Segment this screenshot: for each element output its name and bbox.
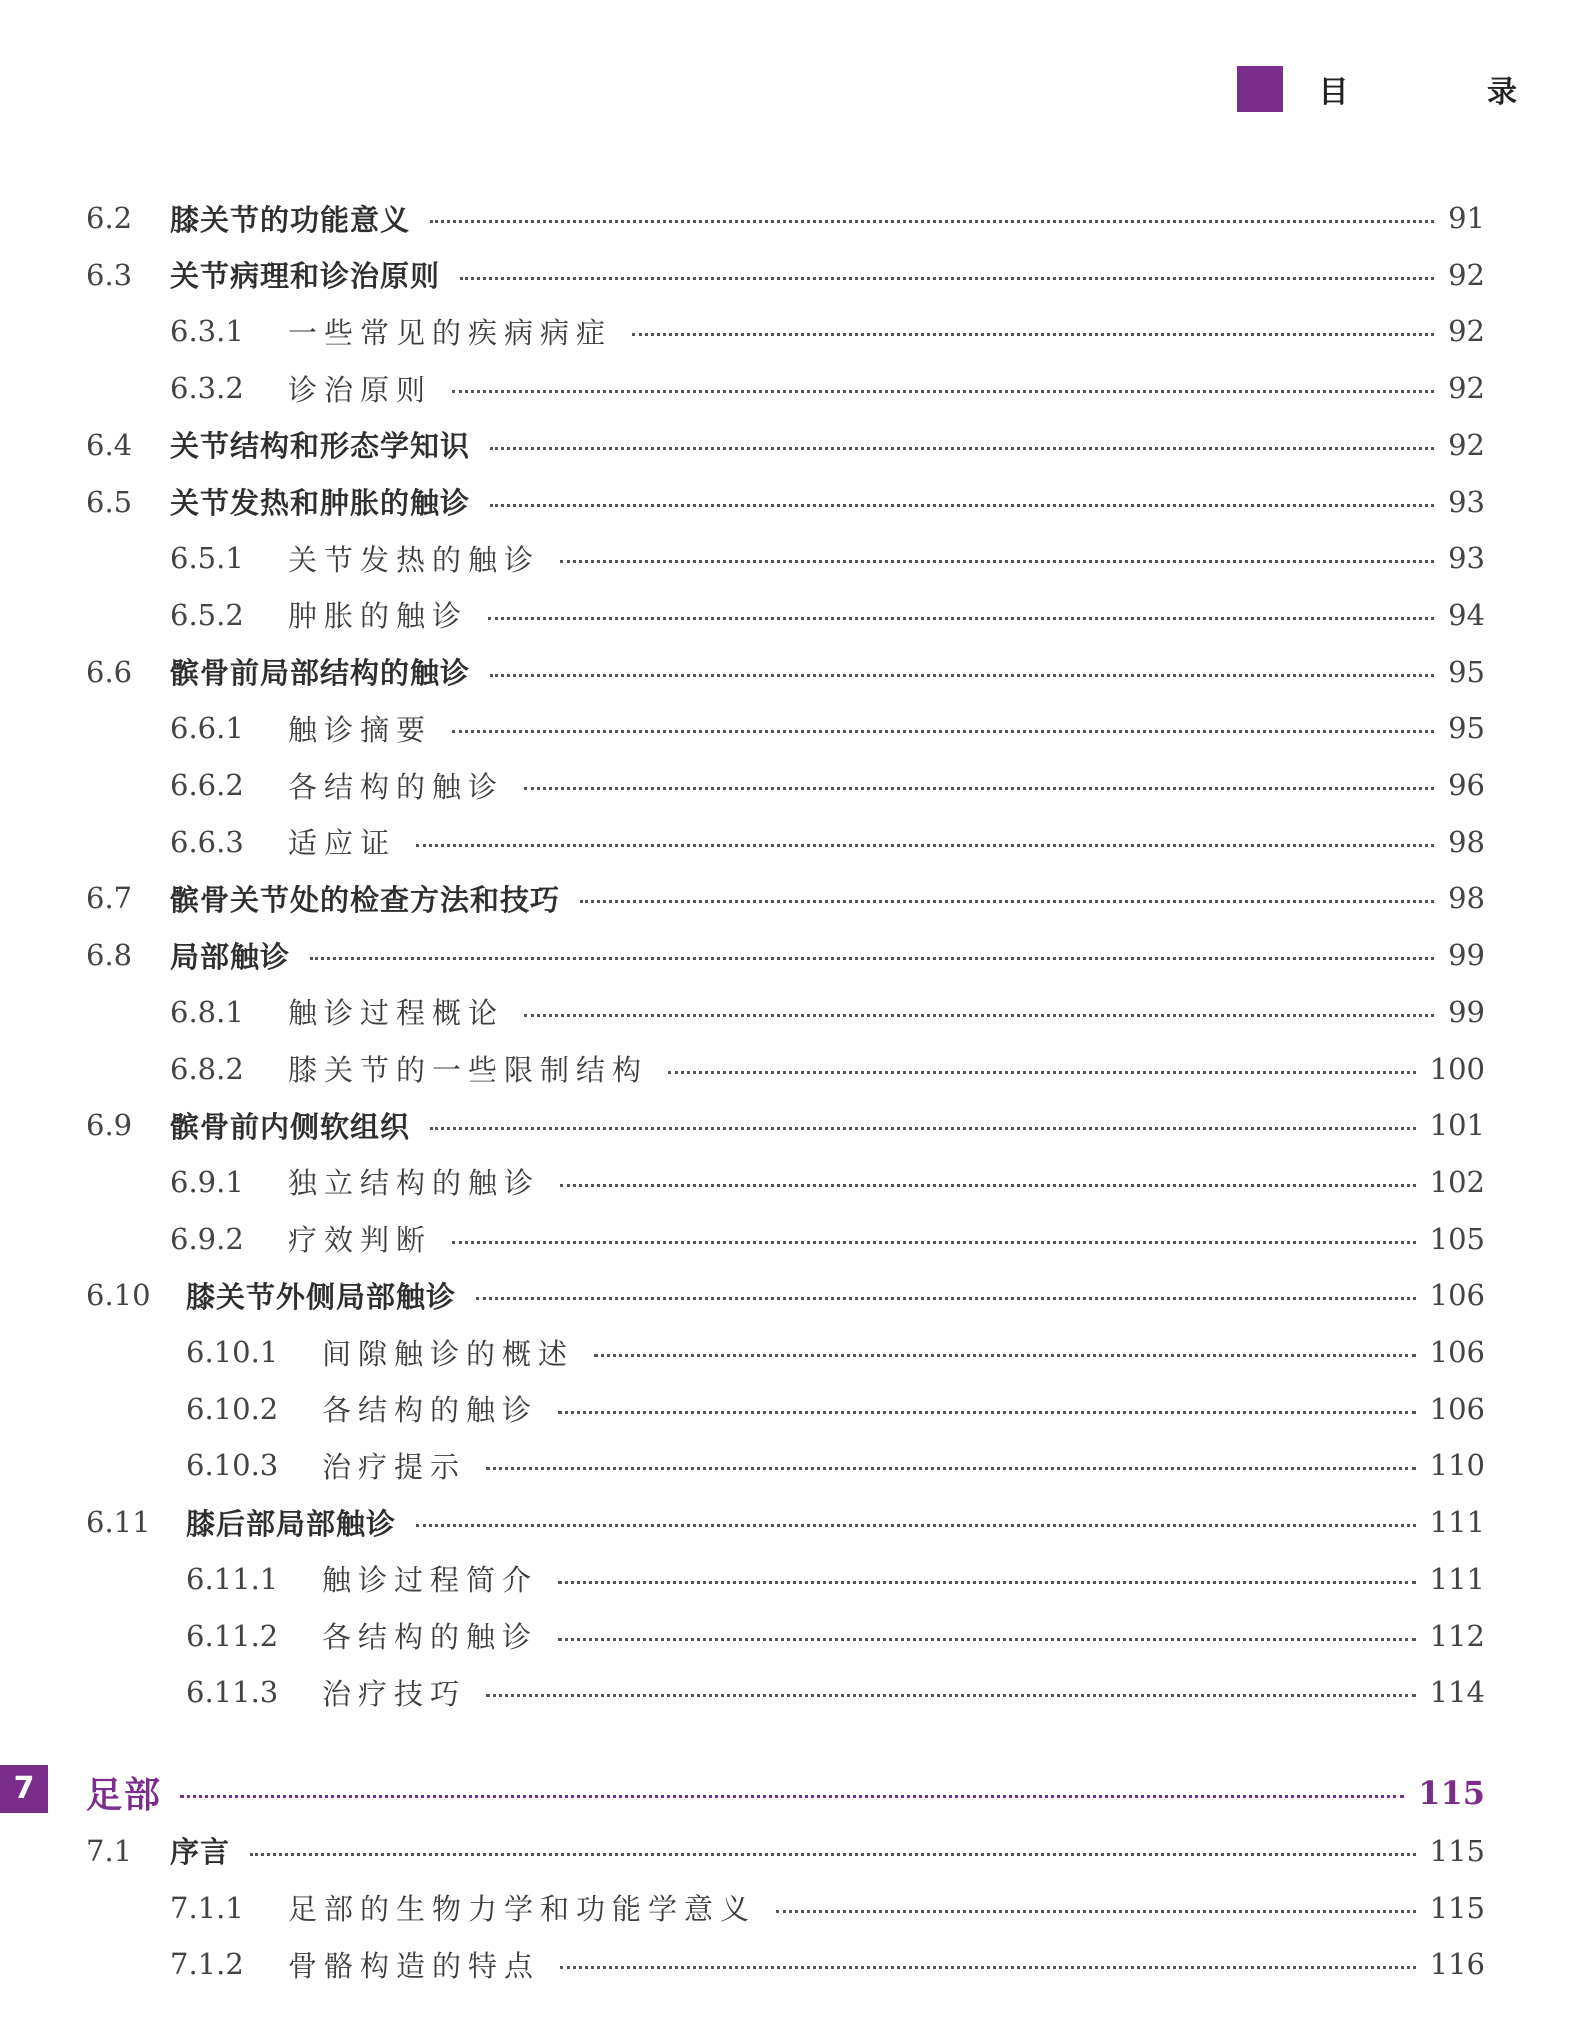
toc-entry[interactable] (0, 423, 1581, 467)
toc-entry[interactable] (0, 480, 1581, 524)
dot-leader (580, 900, 1434, 903)
toc-entry-page: 115 (1429, 1833, 1485, 1868)
dot-leader (452, 390, 1434, 393)
dot-leader (490, 447, 1434, 450)
toc-entry-page: 116 (1429, 1947, 1485, 1982)
dot-leader (632, 333, 1434, 336)
toc-entry[interactable] (0, 990, 1581, 1034)
toc-entry-page: 92 (1448, 427, 1485, 462)
toc-entry-title: 触诊摘要 (288, 712, 433, 747)
dot-leader (476, 1297, 1416, 1300)
toc-entry-title: 治疗提示 (322, 1449, 467, 1484)
toc-entry[interactable] (0, 196, 1581, 240)
dot-leader (452, 1241, 1416, 1244)
toc-entry[interactable] (0, 1047, 1581, 1091)
toc-entry-number: 6.8.1 (170, 994, 244, 1029)
toc-entry[interactable] (0, 650, 1581, 694)
toc-entry-number: 6.2 (86, 201, 133, 235)
toc-entry-number: 6.3.2 (170, 371, 244, 406)
toc-entry-number: 6.11.2 (186, 1618, 279, 1653)
toc-entry-title: 序言 (170, 1835, 231, 1870)
dot-leader (452, 730, 1434, 733)
toc-entry-page: 112 (1429, 1618, 1485, 1653)
toc-entry-title: 髌骨关节处的检查方法和技巧 (170, 882, 561, 917)
toc-entry[interactable] (0, 593, 1581, 637)
toc-entry-number: 6.3 (86, 257, 133, 292)
toc-entry-title: 间隙触诊的概述 (322, 1336, 575, 1371)
toc-entry[interactable] (0, 1160, 1581, 1204)
toc-entry-number: 6.6 (86, 654, 133, 689)
toc-entry-title: 髌骨前局部结构的触诊 (170, 656, 471, 691)
toc-entry[interactable] (0, 1942, 1581, 1986)
dot-leader (460, 277, 1434, 280)
toc-entry-title: 一些常见的疾病病症 (288, 315, 613, 350)
toc-entry[interactable] (0, 1103, 1581, 1147)
toc-entry-number: 6.5.1 (170, 541, 244, 576)
toc-entry-title: 独立结构的触诊 (288, 1166, 541, 1201)
dot-leader (490, 504, 1434, 507)
chapter-number-badge: 7 (0, 1765, 48, 1813)
toc-entry-page: 110 (1429, 1448, 1485, 1483)
dot-leader (594, 1354, 1416, 1357)
header-title: 目 录 (1318, 75, 1581, 110)
toc-entry[interactable] (0, 706, 1581, 750)
toc-entry-title: 膝关节的功能意义 (170, 202, 411, 237)
dot-leader (430, 1127, 1416, 1130)
toc-entry-page: 106 (1429, 1391, 1485, 1426)
toc-entry[interactable] (0, 1500, 1581, 1544)
chapter-page: 115 (1418, 1773, 1485, 1812)
toc-entry-page: 111 (1429, 1505, 1485, 1540)
dot-leader (490, 674, 1434, 677)
toc-entry-page: 92 (1448, 257, 1485, 292)
toc-entry-page: 101 (1429, 1108, 1485, 1143)
page-header (1237, 64, 1581, 114)
dot-leader (250, 1853, 1416, 1856)
toc-entry-page: 94 (1448, 597, 1485, 632)
toc-entry-page: 98 (1448, 824, 1485, 859)
toc-entry-title: 膝后部局部触诊 (186, 1506, 397, 1541)
toc-entry[interactable] (0, 366, 1581, 410)
toc-entry-number: 6.10.2 (186, 1391, 279, 1426)
toc-entry[interactable] (0, 1670, 1581, 1714)
toc-entry-number: 6.11.1 (186, 1561, 279, 1596)
dot-leader (524, 787, 1434, 790)
toc-entry-page: 95 (1448, 654, 1485, 689)
toc-entry-title: 膝关节的一些限制结构 (288, 1053, 649, 1087)
toc-entry[interactable] (0, 1614, 1581, 1658)
toc-entry-number: 6.5 (86, 484, 133, 519)
dot-leader (416, 1524, 1416, 1527)
toc-entry-title: 适应证 (288, 826, 397, 861)
toc-entry-page: 102 (1429, 1164, 1485, 1199)
toc-entry-number: 6.6.3 (170, 824, 244, 859)
toc-entry-number: 6.6.2 (170, 768, 244, 802)
toc-entry-page: 92 (1448, 371, 1485, 406)
toc-entry-page: 99 (1448, 994, 1485, 1029)
dot-leader (560, 560, 1434, 563)
toc-entry-title: 关节结构和形态学知识 (170, 429, 471, 464)
toc-entry-title: 关节发热的触诊 (288, 542, 541, 577)
toc-entry-number: 6.7 (86, 881, 133, 916)
toc-entry-title: 关节发热和肿胀的触诊 (170, 486, 471, 520)
toc-entry-title: 髌骨前内侧软组织 (170, 1109, 411, 1144)
dot-leader (558, 1638, 1416, 1641)
toc-entry-number: 7.1.2 (170, 1947, 244, 1982)
dot-leader (560, 1184, 1416, 1187)
toc-entry[interactable] (0, 1387, 1581, 1431)
dot-leader (776, 1910, 1416, 1913)
dot-leader (486, 1467, 1416, 1470)
toc-entry[interactable] (0, 1886, 1581, 1930)
toc-entry-page: 106 (1429, 1278, 1485, 1313)
dot-leader (560, 1966, 1416, 1969)
toc-entry-title: 各结构的触诊 (288, 769, 505, 804)
toc-entry-number: 7.1 (86, 1833, 133, 1868)
dot-leader (310, 957, 1434, 960)
toc-entry-number: 6.10.1 (186, 1335, 279, 1369)
toc-entry-number: 6.6.1 (170, 711, 244, 746)
dot-leader (558, 1411, 1416, 1414)
toc-entry-number: 6.11.3 (186, 1675, 279, 1710)
toc-entry-number: 6.11 (86, 1505, 151, 1540)
toc-entry-title: 各结构的触诊 (322, 1393, 539, 1428)
toc-entry[interactable] (0, 536, 1581, 580)
toc-entry-page: 96 (1448, 768, 1485, 802)
toc-entry-number: 6.10.3 (186, 1448, 279, 1483)
toc-entry-title: 骨骼构造的特点 (288, 1948, 541, 1983)
toc-entry-title: 关节病理和诊治原则 (170, 259, 441, 294)
toc-entry-title: 各结构的触诊 (322, 1620, 539, 1654)
toc-entry-title: 诊治原则 (288, 372, 433, 407)
toc-entry-page: 114 (1429, 1675, 1485, 1710)
toc-entry-title: 疗效判断 (288, 1223, 433, 1258)
toc-entry-number: 6.3.1 (170, 314, 244, 349)
toc-entry-title: 膝关节外侧局部触诊 (186, 1279, 457, 1314)
toc-entry[interactable] (0, 1829, 1581, 1873)
toc-entry[interactable] (0, 876, 1581, 920)
toc-entry-page: 93 (1448, 484, 1485, 519)
toc-entry-page: 106 (1429, 1335, 1485, 1369)
toc-entry-page: 93 (1448, 541, 1485, 576)
toc-entry-number: 6.9.1 (170, 1164, 244, 1199)
toc-entry[interactable] (0, 820, 1581, 864)
toc-entry-number: 6.10 (86, 1278, 151, 1313)
toc-entry-number: 6.9.2 (170, 1221, 244, 1256)
dot-leader (416, 844, 1434, 847)
toc-entry-number: 6.8 (86, 938, 133, 973)
toc-entry[interactable] (0, 1217, 1581, 1261)
toc-entry[interactable] (0, 1443, 1581, 1487)
toc-entry[interactable] (0, 1273, 1581, 1317)
dot-leader (668, 1071, 1416, 1074)
toc-entry-number: 6.4 (86, 427, 133, 462)
toc-entry-page: 115 (1429, 1890, 1485, 1925)
toc-entry[interactable] (0, 1330, 1581, 1374)
toc-entry-number: 6.8.2 (170, 1051, 244, 1086)
toc-entry-page: 92 (1448, 314, 1485, 349)
toc-entry-title: 触诊过程简介 (322, 1563, 539, 1598)
toc-entry-page: 111 (1429, 1561, 1485, 1596)
toc-entry-number: 7.1.1 (170, 1890, 244, 1925)
toc-entry-page: 95 (1448, 711, 1485, 746)
dot-leader (180, 1795, 1404, 1798)
dot-leader (486, 1694, 1416, 1697)
toc-entry-page: 98 (1448, 881, 1485, 916)
toc-entry-page: 100 (1429, 1051, 1485, 1086)
toc-entry[interactable] (0, 933, 1581, 977)
toc-entry-title: 肿胀的触诊 (288, 599, 469, 634)
toc-entry-title: 治疗技巧 (322, 1676, 467, 1711)
dot-leader (524, 1014, 1434, 1017)
toc-entry-title: 足部的生物力学和功能学意义 (288, 1892, 757, 1927)
dot-leader (558, 1581, 1416, 1584)
toc-entry-title: 触诊过程概论 (288, 996, 505, 1031)
chapter-heading[interactable] (0, 1765, 1581, 1821)
toc-entry[interactable] (0, 763, 1581, 807)
chapter-title: 足部 (86, 1774, 163, 1817)
toc-entry-number: 6.5.2 (170, 597, 244, 632)
toc-entry[interactable] (0, 253, 1581, 297)
dot-leader (488, 617, 1434, 620)
toc-entry-page: 99 (1448, 938, 1485, 973)
toc-entry-number: 6.9 (86, 1108, 133, 1143)
toc-entry-title: 局部触诊 (170, 939, 291, 974)
toc-entry[interactable] (0, 309, 1581, 353)
toc-entry[interactable] (0, 1557, 1581, 1601)
toc-entry-page: 91 (1448, 201, 1485, 235)
toc-entry-page: 105 (1429, 1221, 1485, 1256)
header-accent-square (1237, 66, 1283, 112)
dot-leader (430, 220, 1434, 223)
